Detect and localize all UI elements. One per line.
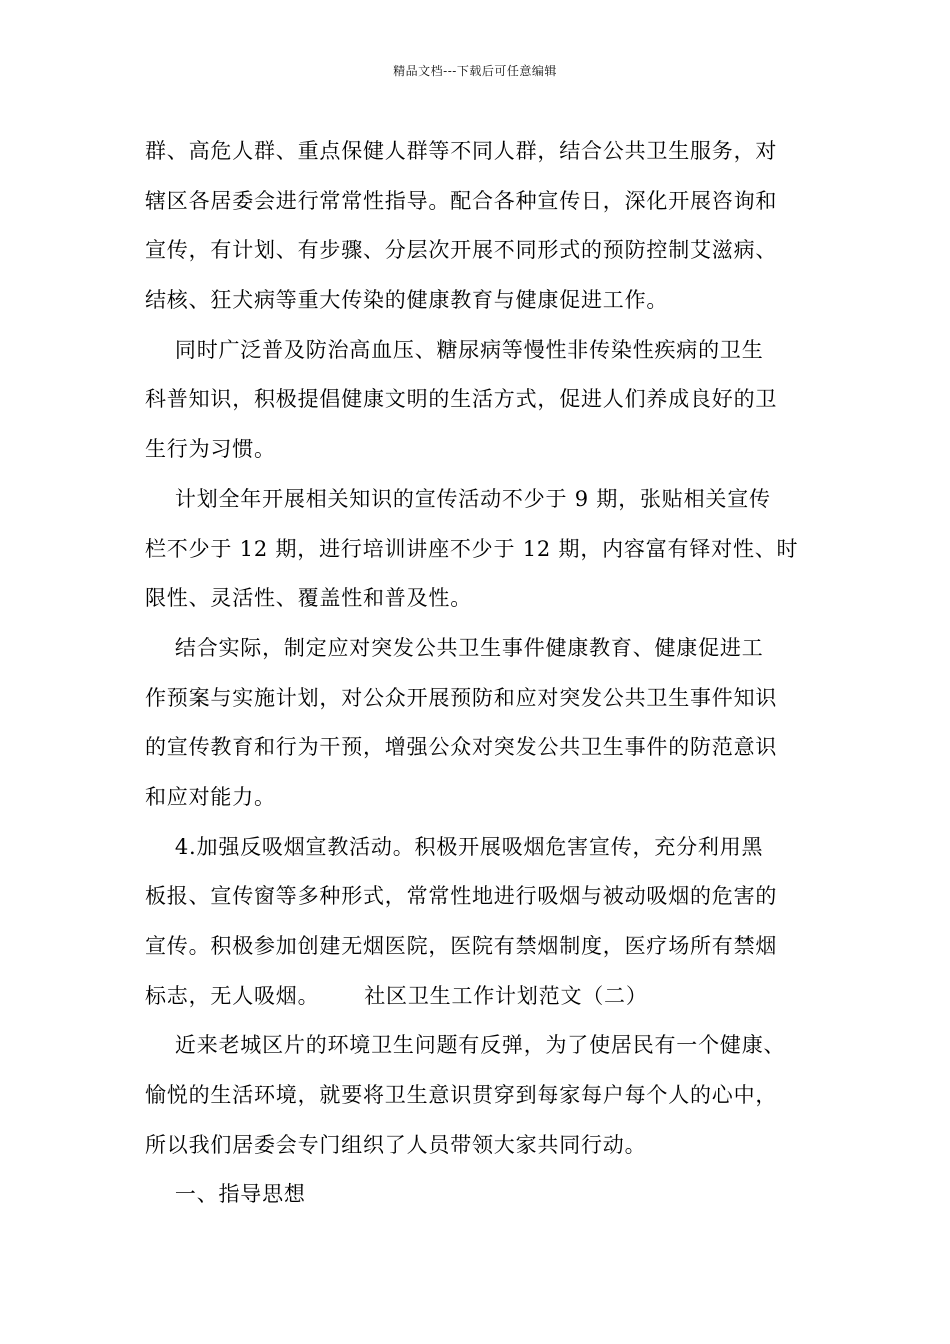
text-line: 生行为习惯。 (145, 437, 276, 462)
text-line: 限性、灵活性、覆盖性和普及性。 (145, 586, 472, 611)
text-line: 科普知识，积极提倡健康文明的生活方式，促进人们养成良好的卫 (145, 387, 778, 412)
text-line: 群、高危人群、重点保健人群等不同人群，结合公共卫生服务，对 (145, 139, 778, 163)
text-line: 辖区各居委会进行常常性指导。配合各种宣传日，深化开展咨询和 (145, 188, 778, 213)
text-line: 作预案与实施计划，对公众开展预防和应对突发公共卫生事件知识 (145, 685, 778, 710)
text-line: 板报、宣传窗等多种形式，常常性地进行吸烟与被动吸烟的危害的 (145, 884, 778, 909)
text-line: 栏不少于 12 期，进行培训讲座不少于 12 期，内容富有铎对性、时 (145, 536, 799, 561)
text-line: 计划全年开展相关知识的宣传活动不少于 9 期，张贴相关宣传 (145, 486, 771, 511)
text-line: 的宣传教育和行为干预，增强公众对突发公共卫生事件的防范意识 (145, 735, 778, 760)
document-body (145, 127, 815, 1220)
text-line: 近来老城区片的环境卫生问题有反弹，为了使居民有一个健康、 (145, 1033, 786, 1058)
text-line: 结核、狂犬病等重大传染的健康教育与健康促进工作。 (145, 288, 669, 313)
text-line: 宣传。积极参加创建无烟医院，医院有禁烟制度，医疗场所有禁烟 (145, 934, 778, 958)
text-line: 同时广泛普及防治高血压、糖尿病等慢性非传染性疾病的卫生 (145, 337, 764, 362)
text-line: 愉悦的生活环境，就要将卫生意识贯穿到每家每户每个人的心中， (145, 1083, 778, 1108)
text-line: 宣传，有计划、有步骤、分层次开展不同形式的预防控制艾滋病、 (145, 238, 778, 263)
text-line: 标志，无人吸烟。 社区卫生工作计划范文（二） (145, 983, 648, 1008)
text-line: 结合实际，制定应对突发公共卫生事件健康教育、健康促进工 (145, 635, 764, 660)
section-heading: 一、指导思想 (145, 1182, 306, 1207)
text-line: 所以我们居委会专门组织了人员带领大家共同行动。 (145, 1132, 647, 1157)
text-line: 和应对能力。 (145, 784, 276, 809)
text-line: 4.加强反吸烟宣教活动。积极开展吸烟危害宣传，充分利用黑 (145, 834, 764, 859)
page-header: 精品文档---下载后可任意编辑 (393, 64, 557, 78)
